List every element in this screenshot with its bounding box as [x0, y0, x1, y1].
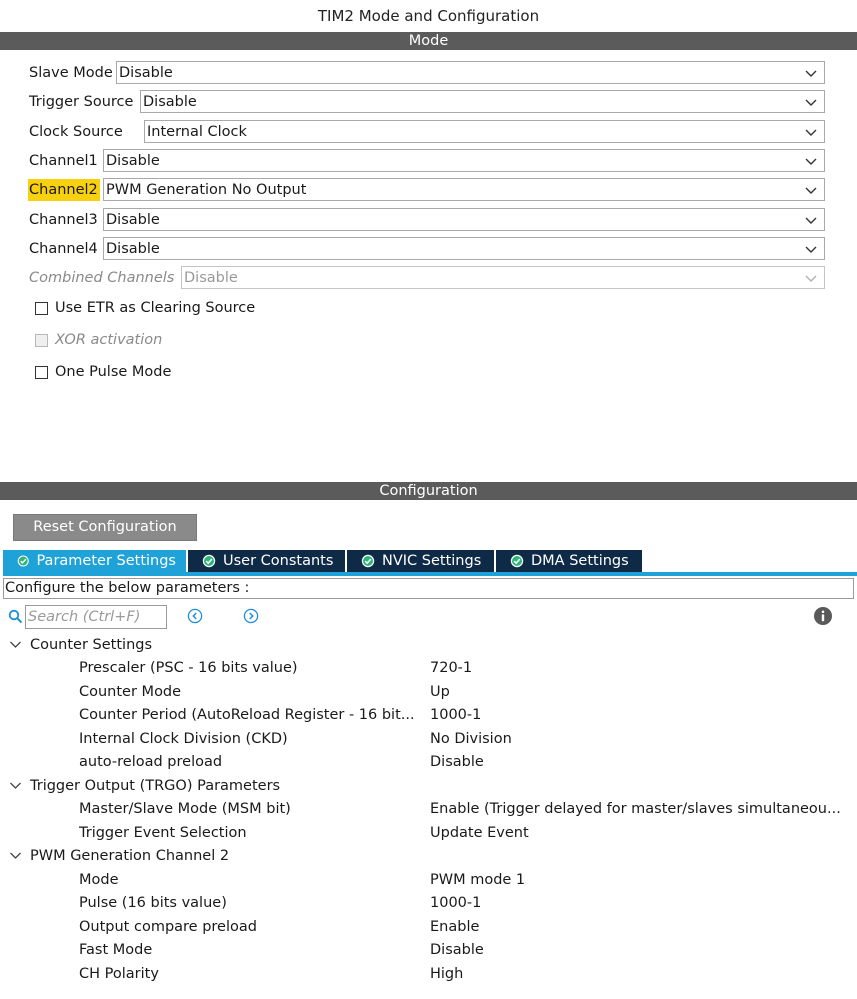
param-name: Trigger Event Selection — [79, 824, 247, 841]
slave-mode-select[interactable] — [116, 61, 825, 84]
group-label: PWM Generation Channel 2 — [30, 847, 230, 864]
param-value[interactable]: Up — [430, 683, 450, 700]
param-name: Fast Mode — [79, 941, 153, 958]
use-etr-label: Use ETR as Clearing Source — [55, 300, 256, 316]
tab-underline — [3, 572, 857, 576]
tab-user-constants-label: User Constants — [223, 553, 334, 569]
param-value[interactable]: Disable — [430, 941, 484, 958]
check-circle-icon — [202, 554, 216, 568]
mode-row-channel1 — [28, 149, 100, 173]
mode-row-combined-channels — [28, 266, 176, 290]
param-name: Mode — [79, 871, 119, 888]
clock-source-select[interactable] — [144, 120, 825, 143]
use-etr-checkbox-row[interactable] — [35, 298, 255, 318]
param-value[interactable]: Enable (Trigger delayed for master/slaves simultaneou... — [430, 800, 841, 817]
group-counter-settings[interactable] — [0, 633, 857, 657]
group-label: Trigger Output (TRGO) Parameters — [30, 777, 281, 794]
one-pulse-mode-checkbox-row[interactable] — [35, 362, 171, 382]
xor-activation-checkbox — [35, 334, 48, 347]
param-row[interactable] — [0, 868, 857, 892]
tab-parameter-settings-label: Parameter Settings — [36, 553, 176, 569]
channel2-label: Channel2 — [28, 179, 100, 201]
mode-row-slave-mode — [28, 61, 115, 85]
param-row[interactable] — [0, 727, 857, 751]
param-row[interactable] — [0, 656, 857, 680]
param-row[interactable] — [0, 962, 857, 986]
xor-activation-label: XOR activation — [55, 332, 163, 348]
window-title: TIM2 Mode and Configuration — [317, 7, 540, 25]
param-name: auto-reload preload — [79, 753, 223, 770]
param-name: Pulse (16 bits value) — [79, 894, 227, 911]
param-row[interactable] — [0, 797, 857, 821]
xor-activation-checkbox-row — [35, 330, 162, 350]
chevron-down-icon[interactable] — [9, 638, 22, 651]
param-value[interactable]: 720-1 — [430, 659, 473, 676]
combined-channels-label: Combined Channels — [29, 270, 175, 286]
channel1-value: Disable — [106, 152, 160, 169]
param-value[interactable]: Disable — [430, 753, 484, 770]
mode-row-channel3 — [28, 208, 100, 232]
reset-configuration-button[interactable]: Reset Configuration — [13, 514, 197, 541]
chevron-down-icon — [804, 183, 818, 197]
use-etr-checkbox[interactable] — [35, 302, 48, 315]
slave-mode-label: Slave Mode — [29, 65, 113, 81]
tab-nvic-settings[interactable] — [347, 550, 494, 572]
channel3-select[interactable] — [103, 208, 825, 231]
param-name: Output compare preload — [79, 918, 257, 935]
slave-mode-value: Disable — [119, 64, 173, 81]
param-row[interactable] — [0, 821, 857, 845]
channel3-value: Disable — [106, 211, 160, 228]
chevron-down-icon[interactable] — [9, 849, 22, 862]
chevron-down-icon — [804, 66, 818, 80]
tab-user-constants[interactable] — [188, 550, 345, 572]
one-pulse-mode-label: One Pulse Mode — [55, 364, 172, 380]
tab-parameter-settings[interactable] — [3, 550, 186, 572]
chevron-down-icon — [804, 95, 818, 109]
check-circle-icon — [17, 554, 29, 568]
param-name: Internal Clock Division (CKD) — [79, 730, 288, 747]
mode-row-trigger-source — [28, 90, 135, 114]
param-row[interactable] — [0, 680, 857, 704]
param-value[interactable]: High — [430, 965, 464, 982]
channel2-select[interactable] — [103, 178, 825, 201]
tab-dma-settings[interactable] — [496, 550, 642, 572]
channel4-label: Channel4 — [29, 241, 98, 257]
channel3-label: Channel3 — [29, 212, 98, 228]
param-row[interactable] — [0, 915, 857, 939]
param-name: CH Polarity — [79, 965, 159, 982]
param-value[interactable]: 1000-1 — [430, 706, 482, 723]
check-circle-icon — [361, 554, 375, 568]
group-trigger-output-parameters[interactable] — [0, 774, 857, 798]
chevron-right-circle-icon[interactable] — [243, 608, 259, 624]
combined-channels-select — [181, 266, 825, 289]
search-icon — [8, 609, 23, 624]
group-label: Counter Settings — [30, 636, 153, 653]
combined-channels-value: Disable — [184, 269, 238, 286]
param-row[interactable] — [0, 750, 857, 774]
tab-dma-settings-label: DMA Settings — [531, 553, 629, 569]
clock-source-value: Internal Clock — [147, 123, 247, 140]
param-row[interactable] — [0, 703, 857, 727]
chevron-down-icon — [804, 213, 818, 227]
search-input[interactable] — [25, 605, 167, 629]
chevron-down-icon — [804, 242, 818, 256]
param-name: Counter Period (AutoReload Register - 16 bit... — [79, 706, 415, 723]
chevron-down-icon[interactable] — [9, 779, 22, 792]
param-value[interactable]: No Division — [430, 730, 512, 747]
config-tabs — [3, 550, 644, 572]
param-value[interactable]: Enable — [430, 918, 480, 935]
chevron-left-circle-icon[interactable] — [187, 608, 203, 624]
chevron-down-icon — [804, 271, 818, 285]
chevron-down-icon — [804, 154, 818, 168]
one-pulse-mode-checkbox[interactable] — [35, 366, 48, 379]
channel1-select[interactable] — [103, 149, 825, 172]
channel4-value: Disable — [106, 240, 160, 257]
param-row[interactable] — [0, 891, 857, 915]
channel4-select[interactable] — [103, 237, 825, 260]
info-icon[interactable] — [813, 606, 833, 626]
param-name: Prescaler (PSC - 16 bits value) — [79, 659, 298, 676]
mode-section-header: Mode — [0, 32, 857, 50]
param-value[interactable]: 1000-1 — [430, 894, 482, 911]
trigger-source-label: Trigger Source — [29, 94, 134, 110]
parameters-description: Configure the below parameters : — [3, 578, 854, 599]
mode-row-clock-source — [28, 120, 125, 144]
group-pwm-generation-channel-2[interactable] — [0, 844, 857, 868]
param-value[interactable]: PWM mode 1 — [430, 871, 526, 888]
mode-row-channel4 — [28, 237, 100, 261]
mode-row-channel2 — [28, 178, 100, 202]
channel1-label: Channel1 — [29, 153, 98, 169]
trigger-source-select[interactable] — [140, 90, 825, 113]
param-value[interactable]: Update Event — [430, 824, 529, 841]
param-row[interactable] — [0, 938, 857, 962]
param-name: Counter Mode — [79, 683, 182, 700]
configuration-section-header: Configuration — [0, 482, 857, 500]
param-name: Master/Slave Mode (MSM bit) — [79, 800, 291, 817]
check-circle-icon — [510, 554, 524, 568]
channel2-value: PWM Generation No Output — [106, 181, 307, 198]
trigger-source-value: Disable — [143, 93, 197, 110]
tab-nvic-settings-label: NVIC Settings — [382, 553, 482, 569]
chevron-down-icon — [804, 125, 818, 139]
clock-source-label: Clock Source — [29, 124, 123, 140]
